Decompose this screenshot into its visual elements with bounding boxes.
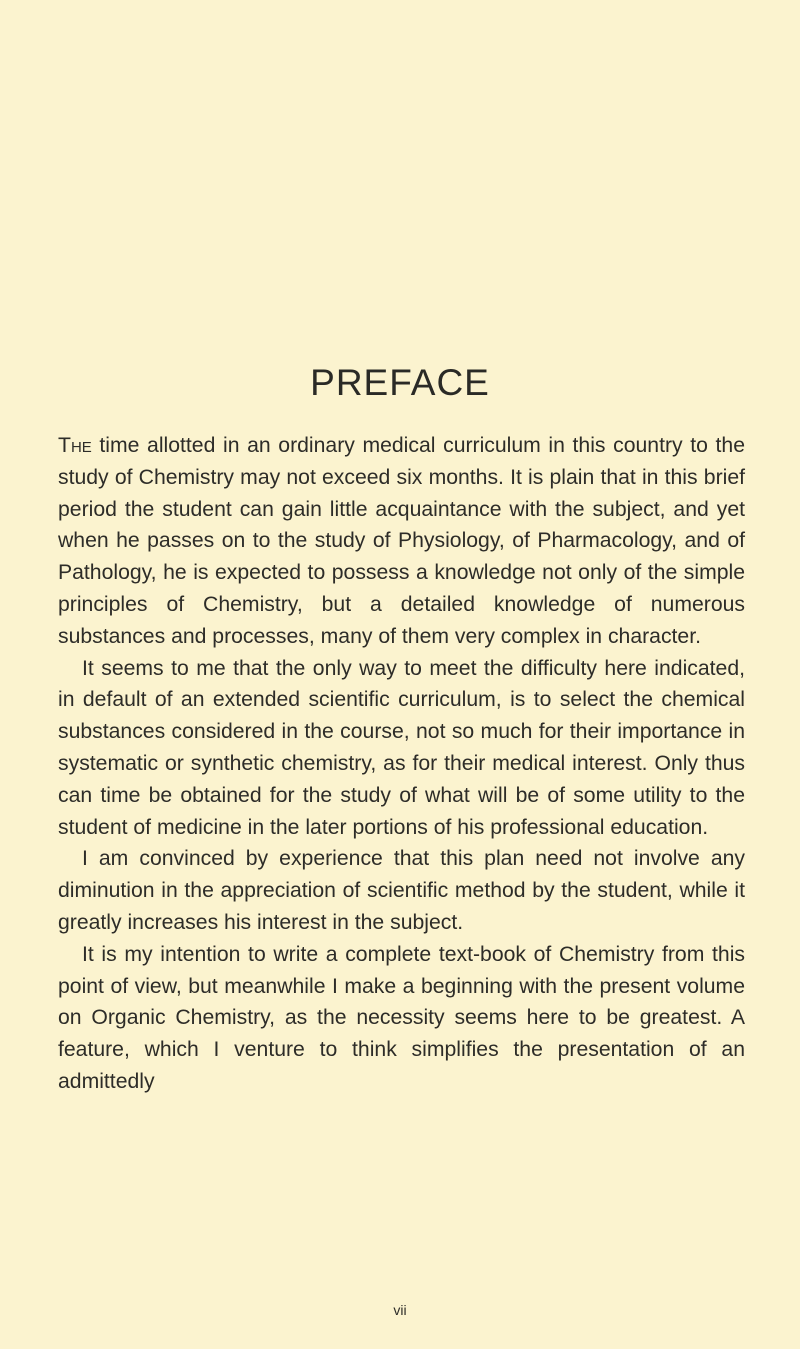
preface-body [58, 430, 745, 1098]
paragraph-1 [58, 430, 745, 653]
page-number: vii [393, 1302, 407, 1318]
paragraph-4: It is my intention to write a complete text-book of Chemistry from this point of view, but meanwhile I make a beginning with the present volume on Organic Chemistry, as the necessity seems here to be greatest. A feature, which I venture to think simplifies the presentation of an admittedly [58, 942, 745, 1093]
paragraph-2: It seems to me that the only way to meet the difficulty here indicated, in default of an extended scientific curriculum, is to select the chemical substances considered in the course, not so much for their importance in systematic or synthetic chemistry, as for their medical interest. Only thus can time be obtained for the study of what will be of some utility to the student of medicine in the later portions of his professional education. [58, 656, 745, 839]
paragraph-1-lead: The [58, 434, 92, 457]
page-title: PREFACE [310, 362, 490, 403]
paragraph-3: I am convinced by experience that this plan need not involve any diminution in the appreciation of scientific method by the student, while it greatly increases his interest in the subject. [58, 847, 745, 934]
paragraph-1-text: time allotted in an ordinary medical curriculum in this country to the study of Chemistry may not exceed six months. It is plain that in this brief period the student can gain little acquaintance with the subject, and yet when he passes on to the study of Physiology, of Pharmacology, and of Pathology, he is expected to possess a knowledge not only of the simple principles of Chemistry, but a detailed knowledge of numerous substances and processes, many of them very complex in character. [58, 434, 745, 648]
